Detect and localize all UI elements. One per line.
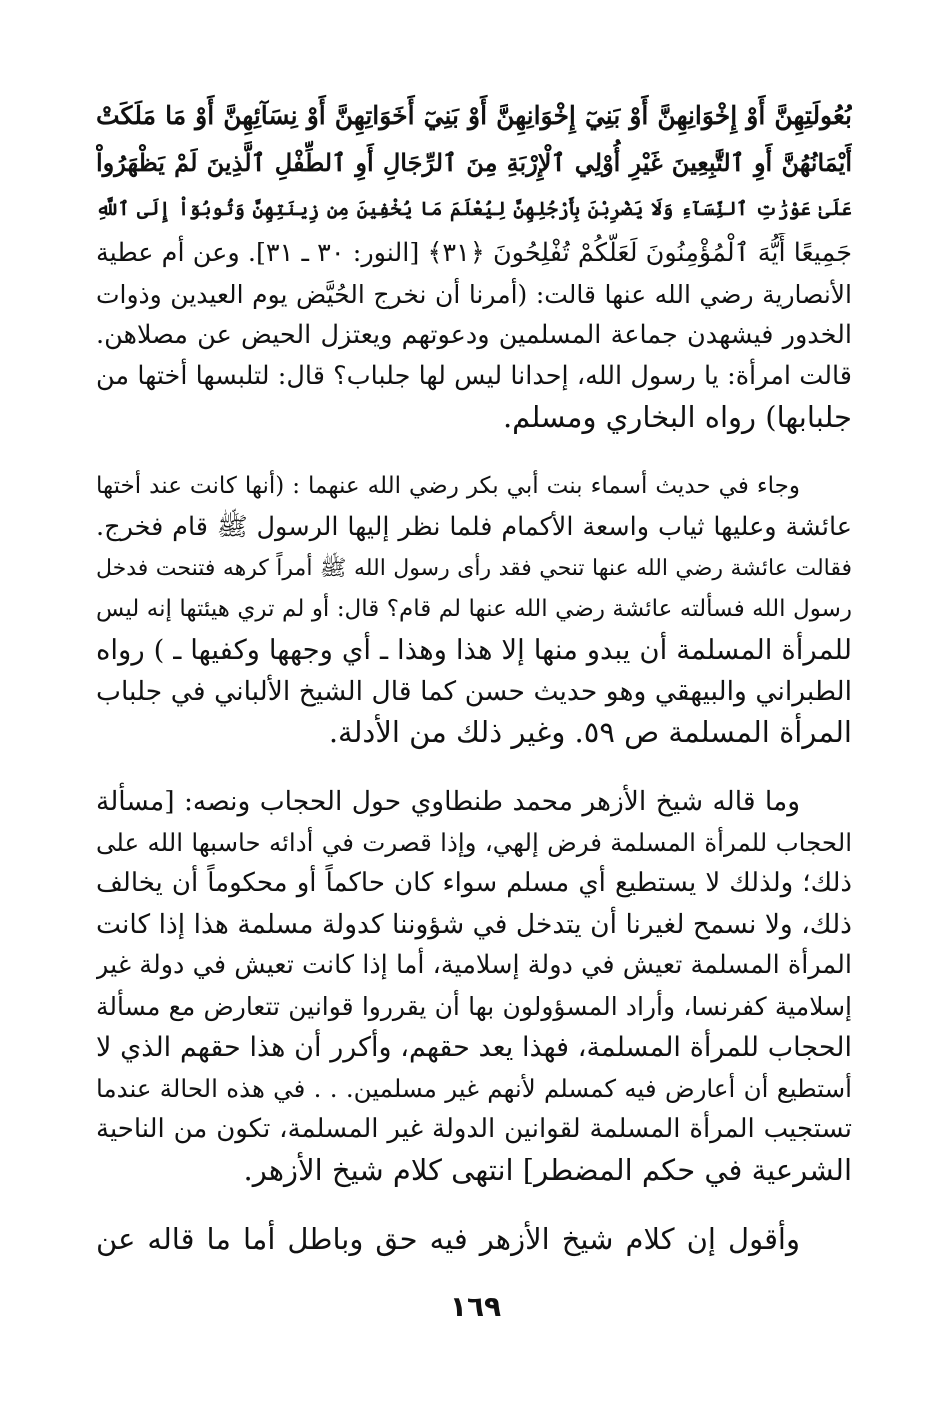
paragraph-hadith-um-atiyya <box>96 274 852 438</box>
text-line: رسول الله فسألته عائشة رضي الله عنها لم قام؟ قال: أو لم تري هيئتها إنه ليس <box>96 596 852 622</box>
paragraph-hadith-asmaa <box>96 466 852 753</box>
text-line: ذلك؛ ولذلك لا يستطيع أي مسلم سواء كان حاكماً أو محكوماً أن يخالف <box>96 868 852 898</box>
paragraph-author-comment <box>96 1219 852 1260</box>
verse-line: بُعُولَتِهِنَّ أَوْ إِخْوَانِهِنَّ أَوْ بَنِيٓ إِخْوَانِهِنَّ أَوْ بَنِيٓ أَخَوَاتِهِنَّ أَوْ نِسَآئِهِنَّ أَوْ مَا مَلَكَتْ <box>96 101 852 130</box>
page-number: ١٦٩ <box>449 1290 502 1323</box>
page-body <box>96 92 852 1260</box>
text-line: للمرأة المسلمة أن يبدو منها إلا هذا وهذا ـ أي وجهها وكفيها ـ ) رواه <box>96 634 852 666</box>
text-line: أستطيع أن أعارض فيه كمسلم لأنهم غير مسلمين. . . في هذه الحالة عندما <box>96 1074 852 1103</box>
text-line: الطبراني والبيهقي وهو حديث حسن كما قال الشيخ الألباني في جلباب <box>96 676 852 707</box>
text-line: عائشة وعليها ثياب واسعة الأكمام فلما نظر إليها الرسول ﷺ قام فخرج. <box>96 512 852 542</box>
quran-verse <box>96 92 852 274</box>
verse-end-line: جَمِيعًا أَيُّهَ ٱلْمُؤْمِنُونَ لَعَلَّكُمْ تُفْلِحُونَ ﴿٣١﴾ [النور: ٣٠ ـ ٣١]. وعن أم عطية <box>96 238 852 268</box>
paragraph-azhar-quote <box>96 781 852 1191</box>
verse-line: عَلَىٰ عَوْرَٰتِ ٱلنِّسَآءِ وَلَا يَضْرِبْنَ بِأَرْجُلِهِنَّ لِيُعْلَمَ مَا يُخْفِينَ مِن زِينَتِهِنَّ وَتُوبُوٓاْ إِلَى ٱللَّهِ <box>96 198 852 220</box>
text-line: المرأة المسلمة تعيش في دولة إسلامية، أما إذا كانت تعيش في دولة غير <box>96 950 852 980</box>
text-line: المرأة المسلمة ص ٥٩. وغير ذلك من الأدلة. <box>328 715 852 749</box>
text-line: جلبابها) رواه البخاري ومسلم. <box>502 400 852 434</box>
text-line: وأقول إن كلام شيخ الأزهر فيه حق وباطل أما ما قاله عن <box>96 1222 800 1256</box>
text-line: الأنصارية رضي الله عنها قالت: (أمرنا أن نخرج الحُيَّض يوم العيدين وذوات <box>96 280 852 309</box>
paragraph-gap <box>96 1191 852 1219</box>
paragraph-gap <box>96 753 852 781</box>
text-line: الشرعية في حكم المضطر] انتهى كلام شيخ الأزهر. <box>243 1153 852 1187</box>
text-line: وجاء في حديث أسماء بنت أبي بكر رضي الله عنهما : (أنها كانت عند أختها <box>96 473 800 499</box>
text-line: تستجيب المرأة المسلمة لقوانين الدولة غير المسلمة، تكون من الناحية <box>96 1114 852 1144</box>
text-line: قالت امرأة: يا رسول الله، إحدانا ليس لها جلباب؟ قال: لتلبسها أختها من <box>96 361 852 391</box>
text-line: الحجاب للمرأة المسلمة فرض إلهي، وإذا قصرت في أدائه حاسبها الله على <box>96 828 852 857</box>
text-line: فقالت عائشة رضي الله عنها تنحي فقد رأى رسول الله ﷺ أمراً كرهه فتنحت فدخل <box>96 556 852 581</box>
text-line: إسلامية كفرنسا، وأراد المسؤولون بها أن يقرروا قوانين تتعارض مع مسألة <box>96 992 852 1021</box>
text-line: الحجاب للمرأة المسلمة، فهذا يعد حقهم، وأكرر أن هذا حقهم الذي لا <box>96 1032 852 1063</box>
paragraph-gap <box>96 438 852 466</box>
text-line: وما قاله شيخ الأزهر محمد طنطاوي حول الحجاب ونصه: [مسألة <box>96 786 800 817</box>
text-line: ذلك، ولا نسمح لغيرنا أن يتدخل في شؤوننا كدولة مسلمة هذا إذا كانت <box>96 909 852 940</box>
verse-line: أَيْمَانُهُنَّ أَوِ ٱلتَّٰبِعِينَ غَيْرِ أُوْلِي ٱلْإِرْبَةِ مِنَ ٱلرِّجَالِ أَوِ ٱلطِّفْلِ ٱلَّذِينَ لَمْ يَظْهَرُواْ <box>96 148 852 177</box>
text-line: الخدور فيشهدن جماعة المسلمين ودعوتهم ويعتزل الحيض عن مصلاهن. <box>96 320 852 350</box>
